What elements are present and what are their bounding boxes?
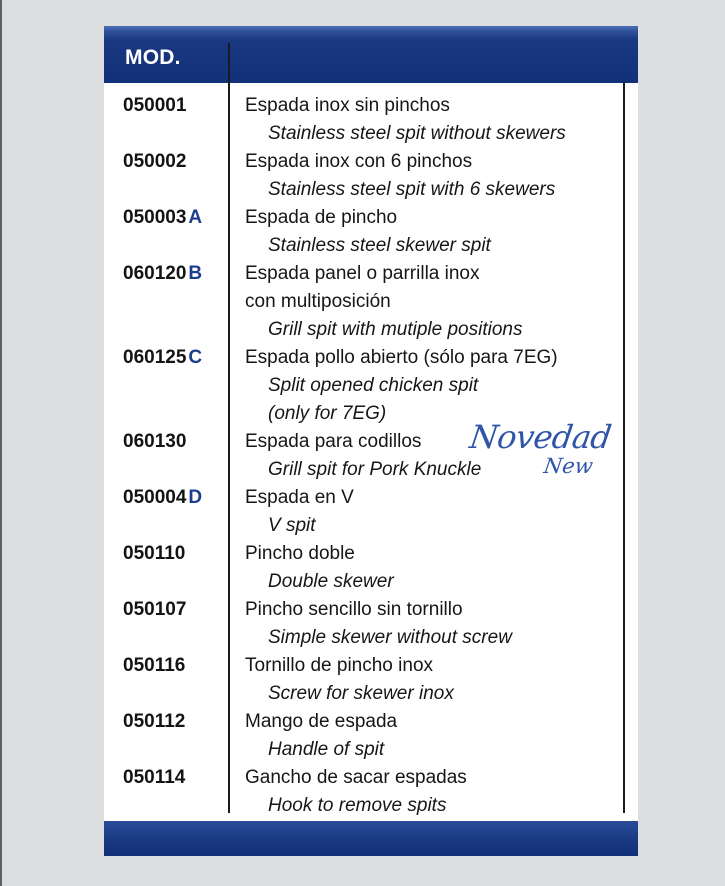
description-spanish: Tornillo de pincho inox xyxy=(245,655,434,676)
header-title: MOD. xyxy=(125,46,181,69)
model-code xyxy=(123,652,185,680)
description-english: V spit xyxy=(268,515,316,536)
table-footer xyxy=(104,821,638,856)
description-english: Simple skewer without screw xyxy=(268,627,512,648)
table-row xyxy=(104,484,638,540)
model-code xyxy=(123,708,185,736)
table-row xyxy=(104,652,638,708)
description-english: Stainless steel spit without skewers xyxy=(268,123,566,144)
model-code xyxy=(123,260,202,288)
model-code-number: 050003 xyxy=(123,207,187,228)
description-spanish: Gancho de sacar espadas xyxy=(245,767,467,788)
model-code-number: 050112 xyxy=(123,711,186,732)
table-row xyxy=(104,596,638,652)
model-letter: D xyxy=(188,487,203,508)
model-code-number: 050116 xyxy=(123,655,186,676)
model-code xyxy=(123,764,185,792)
model-code-number: 050002 xyxy=(123,151,187,172)
description-spanish: Espada para codillos xyxy=(245,431,422,452)
description-english: (only for 7EG) xyxy=(268,403,387,424)
model-letter: A xyxy=(188,207,203,228)
new-badge: New xyxy=(542,454,595,478)
table-row xyxy=(104,260,638,344)
model-letter: B xyxy=(188,263,203,284)
model-code xyxy=(123,596,186,624)
model-code xyxy=(123,428,186,456)
table-row xyxy=(104,204,638,260)
table-row xyxy=(104,148,638,204)
model-code xyxy=(123,148,186,176)
description-english: Grill spit with mutiple positions xyxy=(268,319,523,340)
description-english: Hook to remove spits xyxy=(268,795,447,816)
description-english: Stainless steel skewer spit xyxy=(268,235,491,256)
table-header xyxy=(104,26,638,83)
model-letter: C xyxy=(188,347,203,368)
page-left-edge xyxy=(0,0,2,886)
description-spanish: Mango de espada xyxy=(245,711,398,732)
description-spanish: Espada inox con 6 pinchos xyxy=(245,151,473,172)
model-code-number: 060130 xyxy=(123,431,187,452)
description-spanish: Espada en V xyxy=(245,487,354,508)
table-row xyxy=(104,708,638,764)
description-english: Split opened chicken spit xyxy=(268,375,479,396)
table-row xyxy=(104,92,638,148)
description-english: Screw for skewer inox xyxy=(268,683,454,704)
description-spanish: Espada panel o parrilla inox xyxy=(245,263,480,284)
model-code-number: 050114 xyxy=(123,767,186,788)
table-row xyxy=(104,540,638,596)
description-spanish: con multiposición xyxy=(245,291,391,312)
model-code xyxy=(123,92,186,120)
description-spanish: Espada pollo abierto (sólo para 7EG) xyxy=(245,347,558,368)
description-english: Stainless steel spit with 6 skewers xyxy=(268,179,556,200)
model-code-number: 050110 xyxy=(123,543,186,564)
novedad-badge: Novedad xyxy=(467,418,614,456)
description-spanish: Espada inox sin pinchos xyxy=(245,95,450,116)
model-code-number: 060125 xyxy=(123,347,187,368)
description-english: Handle of spit xyxy=(268,739,385,760)
description-spanish: Pincho sencillo sin tornillo xyxy=(245,599,463,620)
description-english: Grill spit for Pork Knuckle xyxy=(268,459,482,480)
description-spanish: Espada de pincho xyxy=(245,207,398,228)
model-code xyxy=(123,540,185,568)
description-spanish: Pincho doble xyxy=(245,543,355,564)
table-body xyxy=(104,92,638,820)
model-code-number: 050001 xyxy=(123,95,187,116)
model-code xyxy=(123,204,202,232)
spit-accessories-table xyxy=(104,26,638,856)
table-row xyxy=(104,344,638,428)
model-code-number: 050107 xyxy=(123,599,187,620)
model-code xyxy=(123,344,202,372)
description-english: Double skewer xyxy=(268,571,394,592)
model-code xyxy=(123,484,202,512)
model-code-number: 060120 xyxy=(123,263,187,284)
table-row xyxy=(104,418,638,484)
table-row xyxy=(104,764,638,820)
model-code-number: 050004 xyxy=(123,487,187,508)
